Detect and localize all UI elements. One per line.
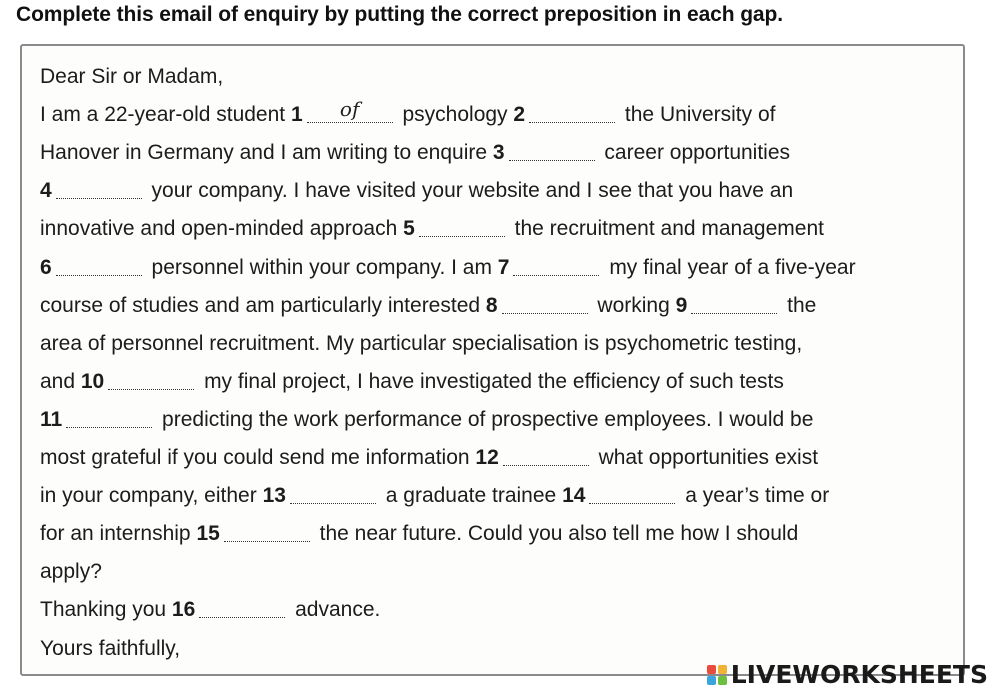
email-line [40, 636, 180, 662]
email-text: psychology [396, 103, 514, 127]
email-letter-box [20, 44, 965, 676]
email-text: Yours faithfully, [40, 636, 181, 660]
email-text: a graduate trainee [379, 484, 563, 508]
email-text: course of studies and am particularly interested [40, 293, 486, 317]
email-line [40, 255, 856, 281]
email-line [40, 178, 793, 204]
answer-gap[interactable] [513, 255, 599, 276]
email-line [40, 369, 784, 395]
liveworksheets-watermark [707, 660, 988, 689]
gap-number: 1 [290, 103, 303, 127]
logo-square [707, 676, 716, 685]
answer-gap[interactable] [589, 483, 675, 504]
email-line [40, 445, 818, 471]
gap-number: 5 [403, 217, 415, 241]
email-text: career opportunities [598, 141, 791, 165]
email-text: the recruitment and management [508, 217, 824, 241]
email-line [40, 597, 380, 623]
logo-square [718, 665, 727, 674]
email-text: in your company, either [40, 484, 263, 508]
email-text: what opportunities exist [592, 446, 819, 469]
answer-gap[interactable] [56, 178, 142, 199]
email-text: the near future. Could you also tell me how I should [313, 522, 799, 546]
liveworksheets-logo-icon [707, 665, 727, 685]
gap-number: 10 [80, 369, 105, 393]
email-line [40, 97, 776, 128]
email-text: for an internship [40, 522, 197, 546]
answer-gap[interactable] [199, 597, 285, 618]
email-text: most grateful if you could send me information [40, 446, 476, 469]
logo-square [707, 665, 716, 674]
answer-gap[interactable] [66, 407, 152, 428]
answer-gap[interactable] [509, 140, 595, 161]
gap-number: 16 [171, 598, 196, 622]
email-text: Thanking you [40, 598, 172, 622]
email-line [40, 140, 790, 166]
email-text: and [40, 369, 81, 393]
gap-number: 4 [40, 179, 52, 203]
email-text: your company. I have visited your website and I see that you have an [145, 179, 794, 203]
email-text: my final year of a five-year [603, 255, 856, 279]
logo-square [718, 676, 727, 685]
answer-gap[interactable] [224, 521, 310, 542]
answer-gap[interactable] [503, 445, 589, 466]
email-text: a year’s time or [679, 484, 830, 508]
gap-number: 2 [513, 103, 526, 127]
email-line [40, 407, 813, 433]
email-text: the [781, 293, 817, 317]
watermark-text: LIVEWORKSHEETS [730, 660, 988, 689]
gap-answer: of [339, 97, 360, 122]
gap-number: 12 [475, 446, 499, 469]
email-text: the University of [619, 103, 776, 127]
email-text: apply? [40, 560, 102, 584]
email-text: Hanover in Germany and I am writing to enquire [40, 141, 493, 165]
email-line [40, 293, 816, 319]
email-line [40, 64, 223, 90]
answer-gap[interactable] [307, 97, 393, 123]
email-text: Dear Sir or Madam, [40, 65, 224, 88]
email-text: working [591, 293, 676, 317]
gap-number: 14 [562, 484, 586, 508]
gap-number: 6 [40, 255, 52, 279]
email-line [40, 216, 824, 242]
answer-gap[interactable] [691, 293, 777, 314]
answer-gap[interactable] [529, 102, 615, 123]
gap-number: 13 [262, 484, 286, 508]
email-text: my final project, I have investigated the efficiency of such tests [198, 369, 784, 393]
email-text: I am a 22-year-old student [40, 103, 291, 127]
gap-number: 8 [485, 293, 498, 317]
email-line [40, 521, 798, 547]
answer-gap[interactable] [419, 216, 505, 237]
answer-gap[interactable] [290, 483, 376, 504]
answer-gap[interactable] [56, 255, 142, 276]
instructions-heading: Complete this email of enquiry by putting the correct preposition in each gap. [16, 3, 783, 26]
email-line [40, 559, 102, 585]
email-line [40, 483, 829, 509]
email-text: innovative and open-minded approach [40, 217, 404, 241]
email-line [40, 331, 802, 357]
gap-number: 9 [675, 293, 688, 317]
gap-number: 11 [40, 407, 63, 431]
email-text: personnel within your company. I am [145, 255, 498, 279]
answer-gap[interactable] [108, 369, 194, 390]
email-text: predicting the work performance of prospective employees. I would be [156, 407, 814, 431]
email-text: advance. [289, 598, 381, 622]
gap-number: 15 [196, 522, 220, 546]
answer-gap[interactable] [502, 293, 588, 314]
gap-number: 3 [492, 141, 505, 165]
email-text: area of personnel recruitment. My particular specialisation is psychometric testing, [40, 331, 803, 355]
gap-number: 7 [497, 255, 510, 279]
